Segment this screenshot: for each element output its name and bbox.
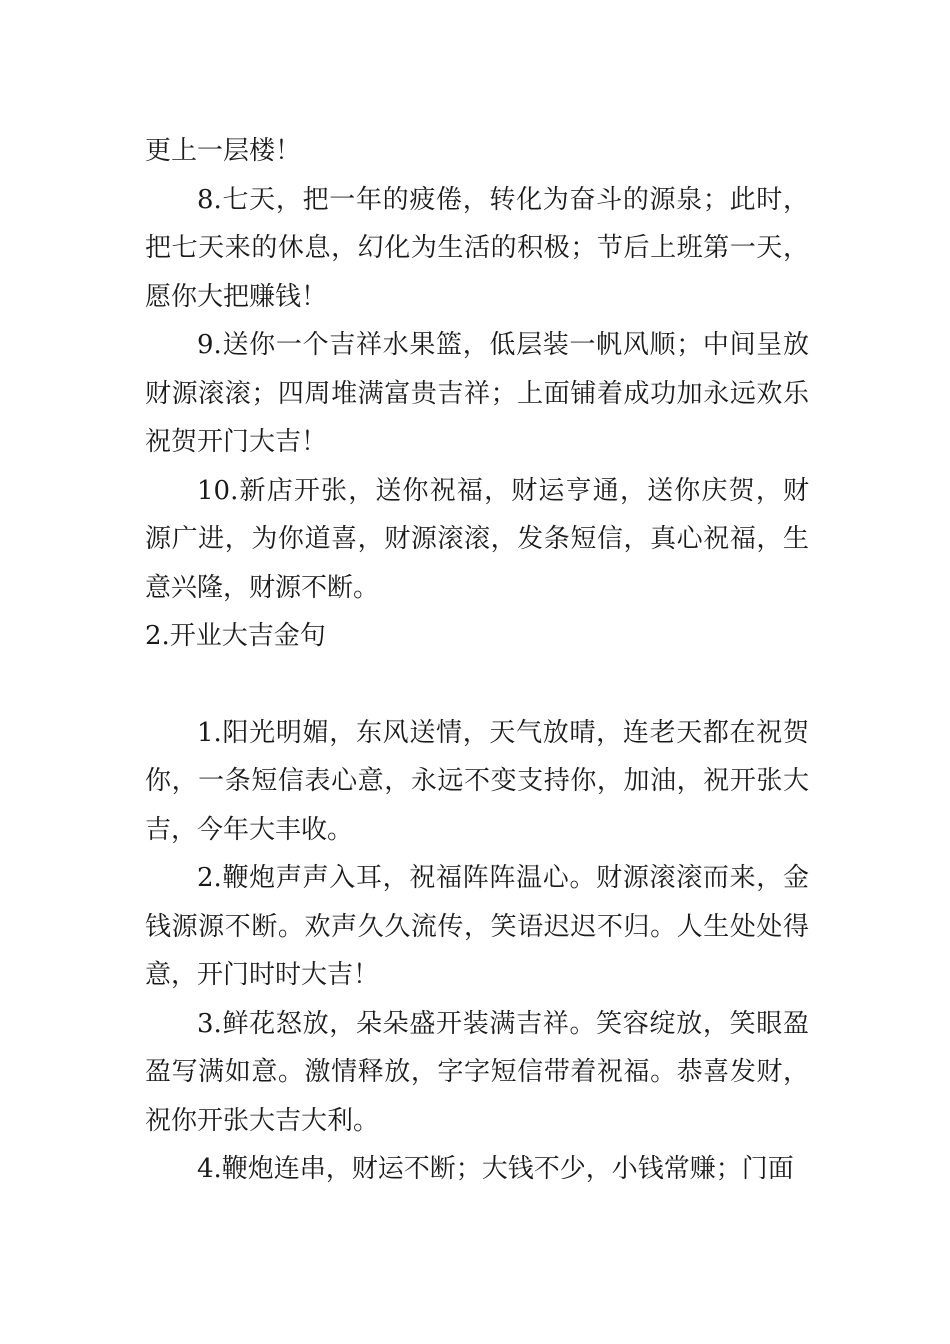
paragraph-item-1: 1.阳光明媚，东风送情，天气放晴，连老天都在祝贺你，一条短信表心意，永远不变支持你，加油，祝开张大吉，今年大丰收。 bbox=[145, 717, 809, 845]
paragraph-item-9: 9.送你一个吉祥水果篮，低层装一帆风顺；中间呈放财源滚滚；四周堆满富贵吉祥；上面铺着成功加永远欢乐祝贺开门大吉！ bbox=[145, 330, 809, 457]
paragraph-item-2: 2.鞭炮声声入耳，祝福阵阵温心。财源滚滚而来，金钱源源不断。欢声久久流传，笑语迟迟不归。人生处处得意，开门时时大吉！ bbox=[145, 863, 809, 990]
blank-line bbox=[145, 661, 809, 709]
paragraph-item-4: 4.鞭炮连串，财运不断；大钱不少，小钱常赚；门面 bbox=[197, 1154, 794, 1184]
section-heading: 2.开业大吉金句 bbox=[145, 621, 326, 651]
document-body bbox=[145, 127, 809, 1194]
paragraph-continuation: 更上一层楼！ bbox=[145, 136, 302, 166]
paragraph-item-8: 8.七天，把一年的疲倦，转化为奋斗的源泉；此时，把七天来的休息，幻化为生活的积极；节后上班第一天，愿你大把赚钱！ bbox=[145, 184, 809, 312]
paragraph-item-10: 10.新店开张，送你祝福，财运亨通，送你庆贺，财源广进，为你道喜，财源滚滚，发条短信，真心祝福，生意兴隆，财源不断。 bbox=[145, 475, 809, 603]
paragraph-item-3: 3.鲜花怒放，朵朵盛开装满吉祥。笑容绽放，笑眼盈盈写满如意。激情释放，字字短信带着祝福。恭喜发财，祝你开张大吉大利。 bbox=[145, 1008, 809, 1136]
